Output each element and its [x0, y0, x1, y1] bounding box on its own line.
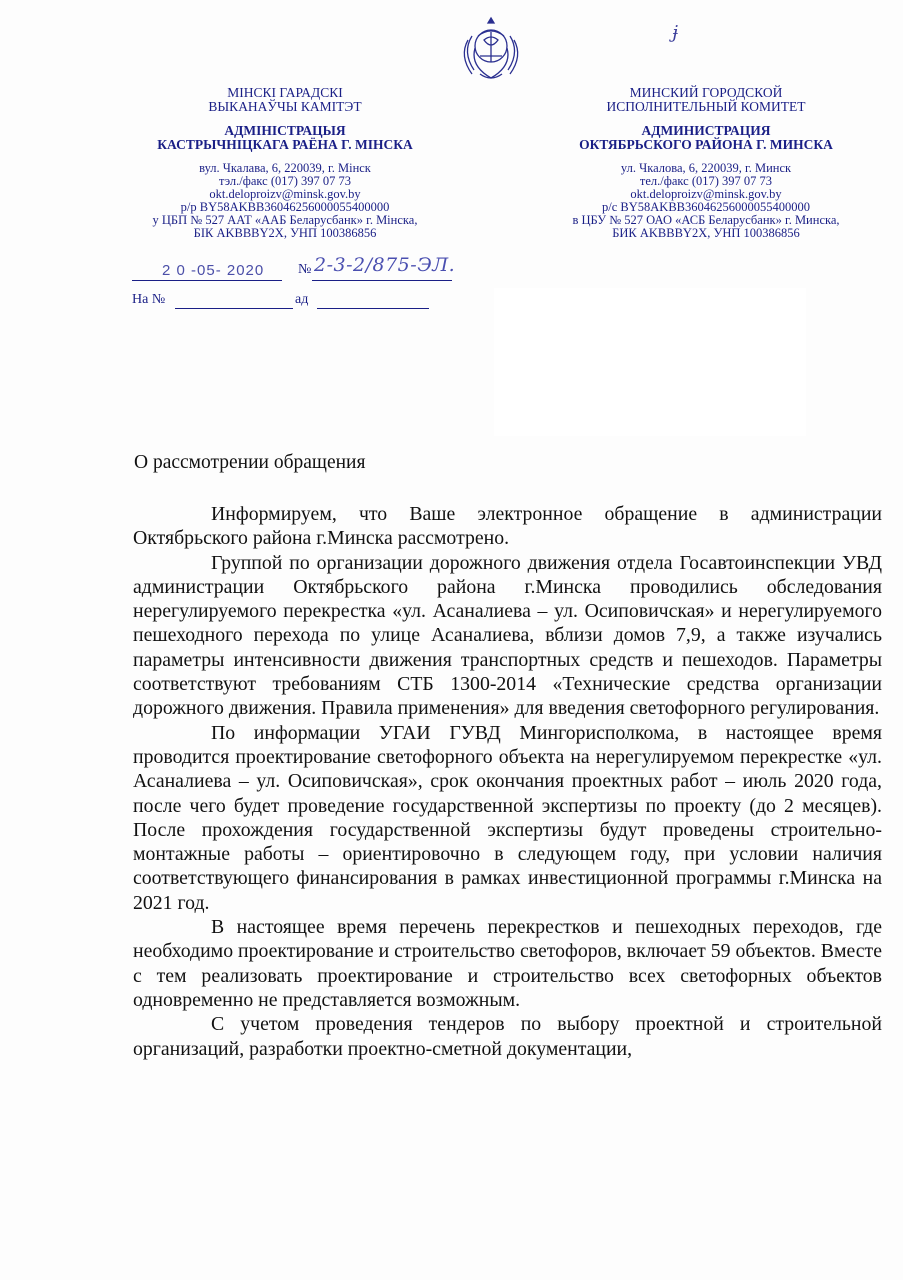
bic-line: БИК AKBBBY2X, УНП 100386856	[612, 226, 800, 240]
phone-fax-line: тэл./факс (017) 397 07 73	[218, 174, 352, 188]
bic-line: БІК AKBBBY2X, УНП 100386856	[193, 226, 377, 240]
letter-subject: О рассмотрении обращения	[134, 452, 366, 473]
handwritten-corner-mark: ɉ	[672, 22, 678, 43]
dept-name-line1: АДМІНІСТРАЦЫЯ	[224, 123, 346, 138]
reference-number-label: На №	[132, 292, 166, 307]
handwritten-registration-number: 2-3-2/875-ЭЛ.	[314, 254, 456, 276]
redacted-addressee-block	[494, 288, 806, 436]
org-name-line2: ИСПОЛНИТЕЛЬНЫЙ КОМИТЕТ	[606, 99, 806, 114]
dept-name-line2: ОКТЯБРЬСКОГО РАЙОНА Г. МИНСКА	[579, 137, 833, 152]
registration-line	[132, 254, 462, 282]
address-line: ул. Чкалова, 6, 220039, г. Минск	[620, 161, 792, 175]
coat-of-arms-emblem	[450, 14, 532, 84]
number-underline	[312, 280, 452, 281]
email-line: okt.deloproizv@minsk.gov.by	[209, 187, 361, 201]
email-line: okt.deloproizv@minsk.gov.by	[630, 187, 782, 201]
dept-name-line2: КАСТРЫЧНІЦКАГА РАЁНА Г. МІНСКА	[157, 137, 413, 152]
org-name-line1: МИНСКИЙ ГОРОДСКОЙ	[629, 85, 783, 100]
registration-date-stamp: 2 0 -05- 2020	[162, 262, 265, 279]
phone-fax-line: тел./факс (017) 397 07 73	[639, 174, 773, 188]
org-name-line1: МІНСКІ ГАРАДСКІ	[227, 85, 343, 100]
account-line: р/р BY58AKBB36046256000055400000	[180, 200, 390, 214]
address-line: вул. Чкалава, 6, 220039, г. Мінск	[199, 161, 371, 175]
account-line: р/с BY58AKBB36046256000055400000	[602, 200, 810, 214]
dept-name-line1: АДМИНИСТРАЦИЯ	[641, 123, 771, 138]
body-paragraph: Группой по организации дорожного движения отдела Госавтоинспекции УВД администрации Октябрьского района г.Минска проводились обследования нерегулируемого перекрестка «ул. Асаналиева – ул. Осиповичская» и нерегулируемого пешеходного перехода по улице Асаналиева, вблизи домов 7,9, а также изучались параметры интенсивности движения транспортных средств и пешеходов. Параметры соответствуют требованиям СТБ 1300-2014 «Технические средства организации дорожного движения. Правила применения» для введения светофорного регулирования.	[133, 551, 882, 720]
date-underline	[132, 280, 282, 281]
letterhead-belarusian	[105, 86, 465, 240]
reference-number-blank	[175, 308, 293, 309]
bank-line: у ЦБП № 527 ААТ «ААБ Беларусбанк» г. Мінска,	[152, 213, 418, 227]
body-paragraph: В настоящее время перечень перекрестков и пешеходных переходов, где необходимо проектирование и строительство светофоров, включает 59 объектов. Вместе с тем реализовать проектирование и строительство всех светофорных объектов одновременно не представляется возможным.	[133, 916, 882, 1011]
org-name-line2: ВЫКАНАЎЧЫ КАМІТЭТ	[208, 99, 362, 114]
reference-date-label: ад	[295, 292, 309, 307]
body-paragraph: По информации УГАИ ГУВД Мингорисполкома, в настоящее время проводится проектирование светофорного объекта на нерегулируемом перекрестке «ул. Асаналиева – ул. Осиповичская», срок окончания проектных работ – июль 2020 года, после чего будет проведение государственной экспертизы по проекту (до 2 месяцев). После прохождения государственной экспертизы будут проведены строительно-монтажные работы – ориентировочно в следующем году, при условии наличия соответствующего финансирования в рамках инвестиционной программы г.Минска на 2021 год.	[133, 721, 882, 914]
reference-line	[132, 292, 432, 312]
body-paragraph: С учетом проведения тендеров по выбору проектной и строительной организаций, разработки проектно-сметной документации,	[133, 1013, 882, 1060]
number-sign: №	[298, 262, 312, 277]
letter-body	[133, 502, 882, 1061]
bank-line: в ЦБУ № 527 ОАО «АСБ Беларусбанк» г. Минска,	[572, 213, 840, 227]
reference-date-blank	[317, 308, 429, 309]
body-paragraph: Информируем, что Ваше электронное обращение в администрации Октябрьского района г.Минска рассмотрено.	[133, 503, 882, 550]
letterhead-russian	[525, 86, 887, 240]
